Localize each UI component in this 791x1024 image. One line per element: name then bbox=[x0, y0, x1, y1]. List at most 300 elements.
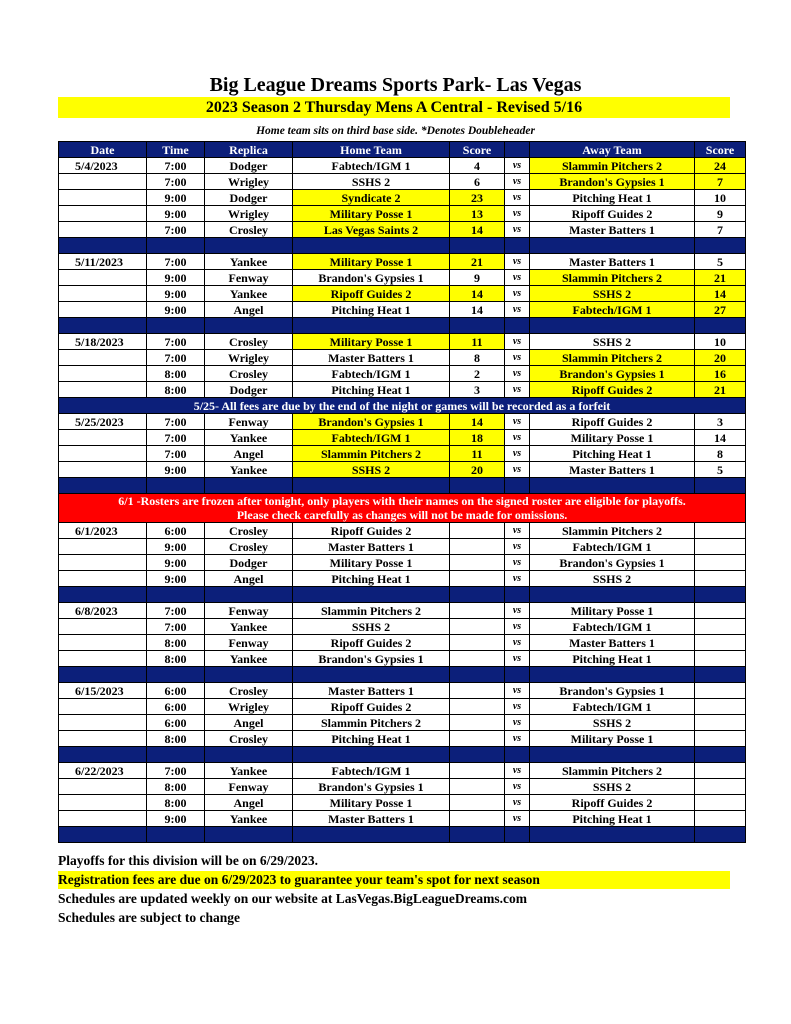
home-score bbox=[450, 683, 505, 699]
game-time: 7:00 bbox=[147, 603, 205, 619]
week-separator-row bbox=[59, 238, 746, 254]
game-date bbox=[59, 430, 147, 446]
away-score bbox=[695, 571, 746, 587]
away-score: 16 bbox=[695, 366, 746, 382]
vs-label: vs bbox=[505, 222, 530, 238]
game-date bbox=[59, 286, 147, 302]
home-team: Brandon's Gypsies 1 bbox=[293, 651, 450, 667]
away-score: 21 bbox=[695, 382, 746, 398]
away-score: 10 bbox=[695, 334, 746, 350]
subject-to-change-note: Schedules are subject to change bbox=[58, 910, 240, 925]
game-replica-field: Yankee bbox=[205, 286, 293, 302]
fee-notice-row bbox=[59, 398, 746, 414]
game-date: 6/8/2023 bbox=[59, 603, 147, 619]
home-score bbox=[450, 571, 505, 587]
game-date bbox=[59, 715, 147, 731]
vs-label: vs bbox=[505, 382, 530, 398]
game-date bbox=[59, 699, 147, 715]
away-score bbox=[695, 731, 746, 747]
separator-cell bbox=[530, 747, 695, 763]
home-team: Brandon's Gypsies 1 bbox=[293, 270, 450, 286]
game-time: 7:00 bbox=[147, 763, 205, 779]
separator-cell bbox=[530, 238, 695, 254]
game-date bbox=[59, 795, 147, 811]
separator-cell bbox=[205, 827, 293, 843]
vs-label: vs bbox=[505, 635, 530, 651]
separator-cell bbox=[505, 747, 530, 763]
separator-cell bbox=[505, 478, 530, 494]
game-row bbox=[59, 635, 746, 651]
website-note: Schedules are updated weekly on our website at LasVegas.BigLeagueDreams.com bbox=[58, 891, 528, 906]
away-score: 7 bbox=[695, 174, 746, 190]
home-team: Military Posse 1 bbox=[293, 555, 450, 571]
game-replica-field: Fenway bbox=[205, 414, 293, 430]
vs-label: vs bbox=[505, 254, 530, 270]
home-score bbox=[450, 539, 505, 555]
away-team: Brandon's Gypsies 1 bbox=[530, 683, 695, 699]
game-row bbox=[59, 571, 746, 587]
away-team: Military Posse 1 bbox=[530, 731, 695, 747]
page-title: Big League Dreams Sports Park- Las Vegas bbox=[209, 74, 582, 96]
vs-label: vs bbox=[505, 270, 530, 286]
game-replica-field: Angel bbox=[205, 715, 293, 731]
separator-cell bbox=[205, 667, 293, 683]
separator-cell bbox=[59, 238, 147, 254]
separator-cell bbox=[147, 747, 205, 763]
away-team: Fabtech/IGM 1 bbox=[530, 699, 695, 715]
roster-notice-line: Please check carefully as changes will not be made for omissions. bbox=[236, 508, 568, 522]
home-score: 20 bbox=[450, 462, 505, 478]
game-time: 7:00 bbox=[147, 174, 205, 190]
home-score: 13 bbox=[450, 206, 505, 222]
game-date bbox=[59, 190, 147, 206]
vs-label: vs bbox=[505, 350, 530, 366]
separator-cell bbox=[293, 827, 450, 843]
away-team: SSHS 2 bbox=[530, 779, 695, 795]
roster-notice-line: 6/1 -Rosters are frozen after tonight, only players with their names on the signed roster are eligible for playoffs. bbox=[118, 494, 686, 508]
separator-cell bbox=[450, 587, 505, 603]
away-team: Pitching Heat 1 bbox=[530, 811, 695, 827]
column-header-home-team: Home Team bbox=[293, 142, 450, 158]
separator-cell bbox=[695, 478, 746, 494]
game-row bbox=[59, 523, 746, 539]
away-team: Slammin Pitchers 2 bbox=[530, 350, 695, 366]
home-team-note: Home team sits on third base side. *Denotes Doubleheader bbox=[256, 125, 535, 137]
home-score: 11 bbox=[450, 446, 505, 462]
home-score bbox=[450, 619, 505, 635]
away-team: Slammin Pitchers 2 bbox=[530, 763, 695, 779]
separator-cell bbox=[695, 318, 746, 334]
game-row bbox=[59, 190, 746, 206]
game-date bbox=[59, 270, 147, 286]
roster-notice bbox=[59, 494, 746, 523]
game-row bbox=[59, 779, 746, 795]
home-team: Military Posse 1 bbox=[293, 254, 450, 270]
vs-label: vs bbox=[505, 651, 530, 667]
home-team: Slammin Pitchers 2 bbox=[293, 603, 450, 619]
game-date bbox=[59, 462, 147, 478]
registration-note: Registration fees are due on 6/29/2023 to guarantee your team's spot for next season bbox=[58, 871, 730, 889]
away-team: SSHS 2 bbox=[530, 571, 695, 587]
away-team: Brandon's Gypsies 1 bbox=[530, 174, 695, 190]
home-team: Brandon's Gypsies 1 bbox=[293, 779, 450, 795]
game-row bbox=[59, 539, 746, 555]
away-team: Fabtech/IGM 1 bbox=[530, 539, 695, 555]
game-replica-field: Wrigley bbox=[205, 206, 293, 222]
week-separator-row bbox=[59, 747, 746, 763]
separator-cell bbox=[147, 667, 205, 683]
season-subtitle: 2023 Season 2 Thursday Mens A Central - Revised 5/16 bbox=[58, 97, 730, 118]
home-team: Military Posse 1 bbox=[293, 206, 450, 222]
away-score bbox=[695, 523, 746, 539]
game-time: 8:00 bbox=[147, 651, 205, 667]
separator-cell bbox=[695, 747, 746, 763]
home-team: Brandon's Gypsies 1 bbox=[293, 414, 450, 430]
game-row bbox=[59, 414, 746, 430]
game-replica-field: Yankee bbox=[205, 254, 293, 270]
home-score bbox=[450, 555, 505, 571]
game-time: 7:00 bbox=[147, 414, 205, 430]
away-score bbox=[695, 683, 746, 699]
game-date bbox=[59, 382, 147, 398]
separator-cell bbox=[530, 667, 695, 683]
home-score: 14 bbox=[450, 302, 505, 318]
game-time: 7:00 bbox=[147, 430, 205, 446]
game-replica-field: Fenway bbox=[205, 635, 293, 651]
away-score: 5 bbox=[695, 462, 746, 478]
game-row bbox=[59, 651, 746, 667]
game-date bbox=[59, 571, 147, 587]
game-replica-field: Angel bbox=[205, 446, 293, 462]
column-header-date: Date bbox=[59, 142, 147, 158]
home-team: Military Posse 1 bbox=[293, 795, 450, 811]
game-replica-field: Yankee bbox=[205, 651, 293, 667]
game-time: 7:00 bbox=[147, 350, 205, 366]
game-time: 9:00 bbox=[147, 811, 205, 827]
home-score bbox=[450, 635, 505, 651]
away-score bbox=[695, 699, 746, 715]
home-score: 6 bbox=[450, 174, 505, 190]
home-team: SSHS 2 bbox=[293, 462, 450, 478]
separator-cell bbox=[205, 478, 293, 494]
game-replica-field: Wrigley bbox=[205, 174, 293, 190]
vs-label: vs bbox=[505, 414, 530, 430]
away-score bbox=[695, 539, 746, 555]
home-team: Pitching Heat 1 bbox=[293, 382, 450, 398]
game-row bbox=[59, 555, 746, 571]
home-team: SSHS 2 bbox=[293, 619, 450, 635]
column-header-row bbox=[59, 142, 746, 158]
separator-cell bbox=[205, 587, 293, 603]
game-time: 9:00 bbox=[147, 190, 205, 206]
vs-label: vs bbox=[505, 699, 530, 715]
game-time: 9:00 bbox=[147, 206, 205, 222]
away-team: Ripoff Guides 2 bbox=[530, 795, 695, 811]
home-score bbox=[450, 699, 505, 715]
column-header-away-score: Score bbox=[695, 142, 746, 158]
vs-label: vs bbox=[505, 286, 530, 302]
vs-label: vs bbox=[505, 683, 530, 699]
game-row bbox=[59, 206, 746, 222]
home-score bbox=[450, 795, 505, 811]
home-team: Syndicate 2 bbox=[293, 190, 450, 206]
away-team: Ripoff Guides 2 bbox=[530, 414, 695, 430]
game-time: 7:00 bbox=[147, 334, 205, 350]
home-team: Ripoff Guides 2 bbox=[293, 286, 450, 302]
game-replica-field: Fenway bbox=[205, 603, 293, 619]
game-time: 9:00 bbox=[147, 555, 205, 571]
away-team: Fabtech/IGM 1 bbox=[530, 302, 695, 318]
vs-label: vs bbox=[505, 763, 530, 779]
column-header-home-score: Score bbox=[450, 142, 505, 158]
game-time: 6:00 bbox=[147, 523, 205, 539]
home-team: Ripoff Guides 2 bbox=[293, 523, 450, 539]
game-row bbox=[59, 222, 746, 238]
home-team: Fabtech/IGM 1 bbox=[293, 763, 450, 779]
game-row bbox=[59, 158, 746, 174]
vs-label: vs bbox=[505, 571, 530, 587]
vs-label: vs bbox=[505, 174, 530, 190]
home-score: 9 bbox=[450, 270, 505, 286]
game-date bbox=[59, 635, 147, 651]
home-team: Pitching Heat 1 bbox=[293, 571, 450, 587]
separator-cell bbox=[147, 318, 205, 334]
away-score: 10 bbox=[695, 190, 746, 206]
away-score bbox=[695, 779, 746, 795]
vs-label: vs bbox=[505, 811, 530, 827]
separator-cell bbox=[695, 238, 746, 254]
vs-label: vs bbox=[505, 715, 530, 731]
away-score bbox=[695, 651, 746, 667]
away-team: Pitching Heat 1 bbox=[530, 446, 695, 462]
away-score: 20 bbox=[695, 350, 746, 366]
away-team: Military Posse 1 bbox=[530, 603, 695, 619]
game-replica-field: Fenway bbox=[205, 779, 293, 795]
away-team: Ripoff Guides 2 bbox=[530, 382, 695, 398]
separator-cell bbox=[530, 827, 695, 843]
vs-label: vs bbox=[505, 539, 530, 555]
home-score bbox=[450, 603, 505, 619]
vs-label: vs bbox=[505, 731, 530, 747]
game-time: 6:00 bbox=[147, 715, 205, 731]
home-team: Slammin Pitchers 2 bbox=[293, 446, 450, 462]
separator-cell bbox=[293, 318, 450, 334]
game-row bbox=[59, 795, 746, 811]
game-row bbox=[59, 286, 746, 302]
away-team: Ripoff Guides 2 bbox=[530, 206, 695, 222]
vs-label: vs bbox=[505, 302, 530, 318]
game-date bbox=[59, 539, 147, 555]
game-time: 7:00 bbox=[147, 254, 205, 270]
home-team: SSHS 2 bbox=[293, 174, 450, 190]
game-date bbox=[59, 174, 147, 190]
game-time: 7:00 bbox=[147, 158, 205, 174]
vs-label: vs bbox=[505, 619, 530, 635]
away-score: 5 bbox=[695, 254, 746, 270]
game-time: 9:00 bbox=[147, 270, 205, 286]
separator-cell bbox=[530, 478, 695, 494]
game-date bbox=[59, 206, 147, 222]
week-separator-row bbox=[59, 587, 746, 603]
game-row bbox=[59, 603, 746, 619]
vs-label: vs bbox=[505, 523, 530, 539]
away-team: Fabtech/IGM 1 bbox=[530, 619, 695, 635]
separator-cell bbox=[450, 667, 505, 683]
home-score: 3 bbox=[450, 382, 505, 398]
game-replica-field: Dodger bbox=[205, 190, 293, 206]
vs-label: vs bbox=[505, 158, 530, 174]
game-time: 8:00 bbox=[147, 731, 205, 747]
game-replica-field: Angel bbox=[205, 571, 293, 587]
home-team: Ripoff Guides 2 bbox=[293, 635, 450, 651]
separator-cell bbox=[293, 478, 450, 494]
away-team: Pitching Heat 1 bbox=[530, 651, 695, 667]
away-score: 14 bbox=[695, 286, 746, 302]
game-row bbox=[59, 270, 746, 286]
game-replica-field: Wrigley bbox=[205, 699, 293, 715]
game-row bbox=[59, 811, 746, 827]
away-score bbox=[695, 715, 746, 731]
home-score: 4 bbox=[450, 158, 505, 174]
game-date: 5/18/2023 bbox=[59, 334, 147, 350]
away-score bbox=[695, 763, 746, 779]
vs-label: vs bbox=[505, 779, 530, 795]
game-row bbox=[59, 763, 746, 779]
separator-cell bbox=[59, 827, 147, 843]
away-score: 8 bbox=[695, 446, 746, 462]
game-date bbox=[59, 651, 147, 667]
game-replica-field: Crosley bbox=[205, 683, 293, 699]
game-date bbox=[59, 779, 147, 795]
separator-cell bbox=[293, 238, 450, 254]
away-score: 21 bbox=[695, 270, 746, 286]
home-score: 18 bbox=[450, 430, 505, 446]
game-date bbox=[59, 446, 147, 462]
playoffs-note: Playoffs for this division will be on 6/29/2023. bbox=[58, 853, 319, 868]
away-score: 3 bbox=[695, 414, 746, 430]
game-date bbox=[59, 811, 147, 827]
separator-cell bbox=[59, 478, 147, 494]
game-time: 8:00 bbox=[147, 635, 205, 651]
game-row bbox=[59, 174, 746, 190]
away-score: 24 bbox=[695, 158, 746, 174]
separator-cell bbox=[695, 827, 746, 843]
home-score: 8 bbox=[450, 350, 505, 366]
home-score bbox=[450, 523, 505, 539]
game-replica-field: Crosley bbox=[205, 334, 293, 350]
column-header-replica: Replica bbox=[205, 142, 293, 158]
separator-cell bbox=[450, 747, 505, 763]
home-score bbox=[450, 763, 505, 779]
roster-notice-row bbox=[59, 494, 746, 523]
separator-cell bbox=[293, 667, 450, 683]
game-time: 9:00 bbox=[147, 286, 205, 302]
game-date: 6/15/2023 bbox=[59, 683, 147, 699]
separator-cell bbox=[450, 827, 505, 843]
vs-label: vs bbox=[505, 462, 530, 478]
game-replica-field: Yankee bbox=[205, 763, 293, 779]
game-time: 8:00 bbox=[147, 382, 205, 398]
away-team: Slammin Pitchers 2 bbox=[530, 158, 695, 174]
game-date: 6/22/2023 bbox=[59, 763, 147, 779]
home-score bbox=[450, 715, 505, 731]
game-time: 8:00 bbox=[147, 366, 205, 382]
game-time: 8:00 bbox=[147, 779, 205, 795]
game-row bbox=[59, 699, 746, 715]
away-score bbox=[695, 555, 746, 571]
vs-label: vs bbox=[505, 555, 530, 571]
column-header-time: Time bbox=[147, 142, 205, 158]
away-team: Master Batters 1 bbox=[530, 222, 695, 238]
game-row bbox=[59, 715, 746, 731]
separator-cell bbox=[59, 318, 147, 334]
away-team: SSHS 2 bbox=[530, 286, 695, 302]
away-score bbox=[695, 795, 746, 811]
home-team: Master Batters 1 bbox=[293, 350, 450, 366]
game-row bbox=[59, 254, 746, 270]
game-replica-field: Crosley bbox=[205, 523, 293, 539]
column-header-away-team: Away Team bbox=[530, 142, 695, 158]
game-time: 7:00 bbox=[147, 222, 205, 238]
game-replica-field: Yankee bbox=[205, 430, 293, 446]
separator-cell bbox=[505, 667, 530, 683]
game-row bbox=[59, 350, 746, 366]
away-team: Military Posse 1 bbox=[530, 430, 695, 446]
home-team: Pitching Heat 1 bbox=[293, 731, 450, 747]
separator-cell bbox=[205, 238, 293, 254]
home-team: Ripoff Guides 2 bbox=[293, 699, 450, 715]
game-row bbox=[59, 366, 746, 382]
game-replica-field: Yankee bbox=[205, 811, 293, 827]
home-team: Fabtech/IGM 1 bbox=[293, 366, 450, 382]
away-score bbox=[695, 619, 746, 635]
home-score: 23 bbox=[450, 190, 505, 206]
game-replica-field: Yankee bbox=[205, 462, 293, 478]
separator-cell bbox=[59, 667, 147, 683]
away-score: 7 bbox=[695, 222, 746, 238]
home-score: 14 bbox=[450, 286, 505, 302]
schedule-body bbox=[59, 158, 746, 843]
home-team: Fabtech/IGM 1 bbox=[293, 430, 450, 446]
away-team: Master Batters 1 bbox=[530, 462, 695, 478]
game-row bbox=[59, 430, 746, 446]
game-row bbox=[59, 302, 746, 318]
separator-cell bbox=[205, 747, 293, 763]
game-date: 5/4/2023 bbox=[59, 158, 147, 174]
game-date bbox=[59, 731, 147, 747]
home-score bbox=[450, 779, 505, 795]
away-score bbox=[695, 635, 746, 651]
game-replica-field: Angel bbox=[205, 302, 293, 318]
game-row bbox=[59, 731, 746, 747]
separator-cell bbox=[530, 587, 695, 603]
separator-cell bbox=[147, 238, 205, 254]
separator-cell bbox=[59, 587, 147, 603]
away-team: Pitching Heat 1 bbox=[530, 190, 695, 206]
separator-cell bbox=[695, 587, 746, 603]
game-date bbox=[59, 619, 147, 635]
game-replica-field: Dodger bbox=[205, 158, 293, 174]
game-date bbox=[59, 302, 147, 318]
home-score: 14 bbox=[450, 222, 505, 238]
vs-label: vs bbox=[505, 366, 530, 382]
game-row bbox=[59, 683, 746, 699]
schedule-table bbox=[58, 141, 746, 843]
home-team: Master Batters 1 bbox=[293, 539, 450, 555]
game-row bbox=[59, 334, 746, 350]
game-time: 9:00 bbox=[147, 462, 205, 478]
game-row bbox=[59, 462, 746, 478]
